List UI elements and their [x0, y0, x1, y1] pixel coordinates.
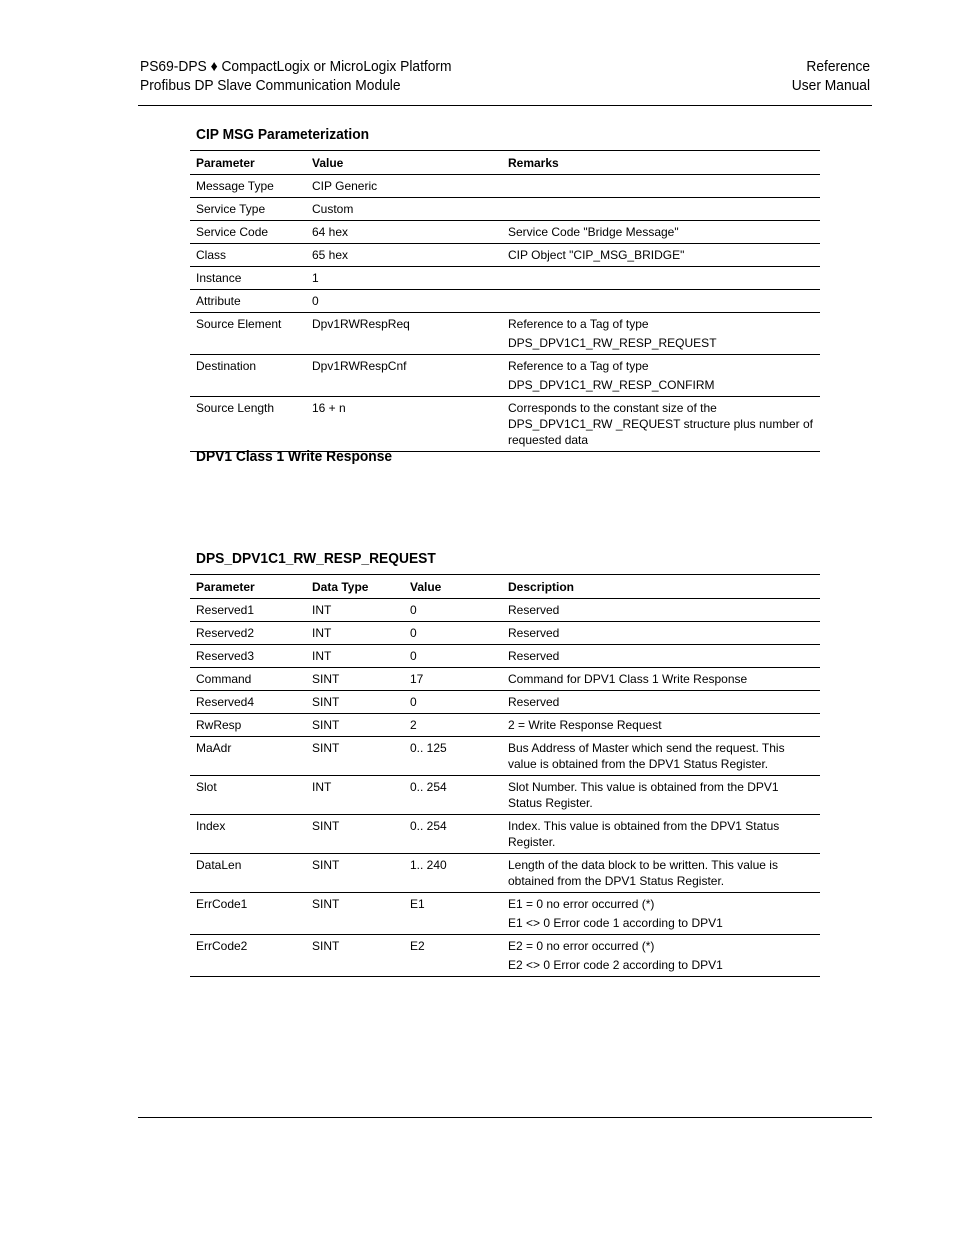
table-row: [190, 198, 820, 221]
description-cell-line: Length of the data block to be written. This value is obtained from the DPV1 Status Register.: [508, 858, 778, 888]
value-cell: 0: [410, 695, 417, 709]
table-row: [190, 815, 820, 854]
value-cell: 64 hex: [312, 225, 349, 239]
parameter-cell: Reserved3: [196, 649, 255, 663]
value-cell: E2: [410, 939, 425, 953]
column-header: Value: [410, 580, 442, 594]
remarks-cell: [502, 397, 820, 452]
value-cell: 0.. 254: [410, 819, 447, 833]
description-cell-line: Reserved: [508, 695, 560, 709]
manual-section: Reference: [806, 58, 870, 75]
remarks-cell: [502, 221, 820, 244]
description-cell-line: E2 = 0 no error occurred (*): [508, 939, 655, 953]
data-type-cell: SINT: [312, 718, 340, 732]
description-cell: [502, 776, 820, 815]
value-cell: 65 hex: [312, 248, 349, 262]
remarks-cell: [502, 175, 820, 198]
table-header-row: [190, 151, 820, 175]
remarks-cell-line: Reference to a Tag of type: [508, 359, 649, 373]
value-cell: 1: [312, 271, 319, 285]
table-row: [190, 668, 820, 691]
section-title-resp-request: DPS_DPV1C1_RW_RESP_REQUEST: [196, 550, 436, 567]
description-cell-line: Command for DPV1 Class 1 Write Response: [508, 672, 748, 686]
value-cell: 0.. 125: [410, 741, 447, 755]
data-type-cell: SINT: [312, 939, 340, 953]
remarks-cell: [502, 313, 820, 355]
value-cell: 0: [410, 626, 417, 640]
data-type-cell: INT: [312, 649, 332, 663]
column-header: Value: [312, 156, 344, 170]
remarks-cell-line: Reference to a Tag of type: [508, 317, 649, 331]
parameter-cell: ErrCode1: [196, 897, 248, 911]
data-type-cell: SINT: [312, 819, 340, 833]
description-cell: [502, 714, 820, 737]
data-type-cell: SINT: [312, 672, 340, 686]
table-row: [190, 290, 820, 313]
table-row: [190, 893, 820, 935]
description-cell-line: Reserved: [508, 626, 560, 640]
section-title-write-response: DPV1 Class 1 Write Response: [196, 448, 393, 465]
remarks-cell-line: DPS_DPV1C1_RW_RESP_CONFIRM: [508, 378, 715, 392]
description-cell: [502, 737, 820, 776]
value-cell: 0: [312, 294, 319, 308]
parameter-cell: Destination: [196, 359, 257, 373]
table-row: [190, 244, 820, 267]
column-header: Parameter: [196, 156, 255, 170]
description-cell: [502, 815, 820, 854]
parameter-cell: Attribute: [196, 294, 241, 308]
description-cell: [502, 668, 820, 691]
parameter-cell: Reserved2: [196, 626, 255, 640]
parameter-cell: Reserved1: [196, 603, 255, 617]
description-cell: [502, 691, 820, 714]
description-cell-line: Index. This value is obtained from the DPV1 Status Register.: [508, 819, 780, 849]
column-header: Description: [508, 580, 575, 594]
table-row: [190, 645, 820, 668]
document-title: PS69-DPS ♦ CompactLogix or MicroLogix Platform: [140, 58, 452, 75]
parameter-cell: Source Element: [196, 317, 282, 331]
description-cell-line: Reserved: [508, 603, 560, 617]
table-row: [190, 854, 820, 893]
table-row: [190, 313, 820, 355]
parameter-cell: Message Type: [196, 179, 274, 193]
parameter-cell: Source Length: [196, 401, 275, 415]
description-cell: [502, 622, 820, 645]
value-cell: 17: [410, 672, 424, 686]
remarks-cell-line: Corresponds to the constant size of the DPS_DPV1C1_RW _REQUEST structure plus number of requested data: [508, 401, 814, 447]
parameter-cell: RwResp: [196, 718, 242, 732]
column-header: Data Type: [312, 580, 369, 594]
table-row: [190, 776, 820, 815]
description-cell: [502, 645, 820, 668]
description-cell-line: Slot Number. This value is obtained from the DPV1 Status Register.: [508, 780, 779, 810]
description-cell-line: E1 = 0 no error occurred (*): [508, 897, 655, 911]
cip-msg-parameter-table: [190, 150, 820, 452]
value-cell: 2: [410, 718, 417, 732]
parameter-cell: Slot: [196, 780, 217, 794]
value-cell: 0: [410, 649, 417, 663]
document-subtitle: Profibus DP Slave Communication Module: [140, 77, 401, 94]
table-row: [190, 691, 820, 714]
description-cell-line: Bus Address of Master which send the request. This value is obtained from the DPV1 Status Register.: [508, 741, 785, 771]
value-cell: 1.. 240: [410, 858, 447, 872]
table-row: [190, 267, 820, 290]
parameter-cell: Index: [196, 819, 226, 833]
table-row: [190, 397, 820, 452]
remarks-cell-line: CIP Object "CIP_MSG_BRIDGE": [508, 248, 685, 262]
value-cell: Dpv1RWRespCnf: [312, 359, 407, 373]
value-cell: 0: [410, 603, 417, 617]
value-cell: Custom: [312, 202, 354, 216]
data-type-cell: SINT: [312, 858, 340, 872]
header-divider: [138, 105, 872, 106]
column-header: Remarks: [508, 156, 559, 170]
table-row: [190, 714, 820, 737]
table-row: [190, 935, 820, 977]
column-header: Parameter: [196, 580, 255, 594]
parameter-cell: Class: [196, 248, 227, 262]
value-cell: Dpv1RWRespReq: [312, 317, 410, 331]
table-row: [190, 221, 820, 244]
data-type-cell: INT: [312, 780, 332, 794]
parameter-cell: ErrCode2: [196, 939, 248, 953]
table-row: [190, 175, 820, 198]
description-cell-line: Reserved: [508, 649, 560, 663]
description-cell: [502, 854, 820, 893]
parameter-cell: DataLen: [196, 858, 242, 872]
table-row: [190, 737, 820, 776]
parameter-cell: Instance: [196, 271, 242, 285]
remarks-cell: [502, 267, 820, 290]
page-header-left: [140, 57, 452, 95]
remarks-cell: [502, 244, 820, 267]
resp-request-structure-table: [190, 574, 820, 977]
table-row: [190, 599, 820, 622]
data-type-cell: INT: [312, 626, 332, 640]
table-header-row: [190, 575, 820, 599]
manual-type: User Manual: [791, 77, 870, 94]
value-cell: E1: [410, 897, 425, 911]
parameter-cell: Reserved4: [196, 695, 255, 709]
parameter-cell: Service Type: [196, 202, 266, 216]
remarks-cell: [502, 355, 820, 397]
data-type-cell: SINT: [312, 695, 340, 709]
value-cell: 0.. 254: [410, 780, 447, 794]
description-cell: [502, 893, 820, 935]
data-type-cell: SINT: [312, 897, 340, 911]
description-cell: [502, 599, 820, 622]
table-row: [190, 622, 820, 645]
description-cell-line: 2 = Write Response Request: [508, 718, 662, 732]
description-cell-line: E1 <> 0 Error code 1 according to DPV1: [508, 916, 723, 930]
value-cell: CIP Generic: [312, 179, 378, 193]
data-type-cell: SINT: [312, 741, 340, 755]
remarks-cell: [502, 198, 820, 221]
remarks-cell-line: DPS_DPV1C1_RW_RESP_REQUEST: [508, 336, 717, 350]
table-row: [190, 355, 820, 397]
data-type-cell: INT: [312, 603, 332, 617]
description-cell-line: E2 <> 0 Error code 2 according to DPV1: [508, 958, 723, 972]
page-header-right: [792, 57, 870, 95]
parameter-cell: MaAdr: [196, 741, 232, 755]
remarks-cell-line: Service Code "Bridge Message": [508, 225, 679, 239]
section-title-cip-msg: CIP MSG Parameterization: [196, 126, 370, 143]
description-cell: [502, 935, 820, 977]
parameter-cell: Service Code: [196, 225, 269, 239]
value-cell: 16 + n: [312, 401, 346, 415]
remarks-cell: [502, 290, 820, 313]
parameter-cell: Command: [196, 672, 252, 686]
footer-divider: [138, 1117, 872, 1118]
